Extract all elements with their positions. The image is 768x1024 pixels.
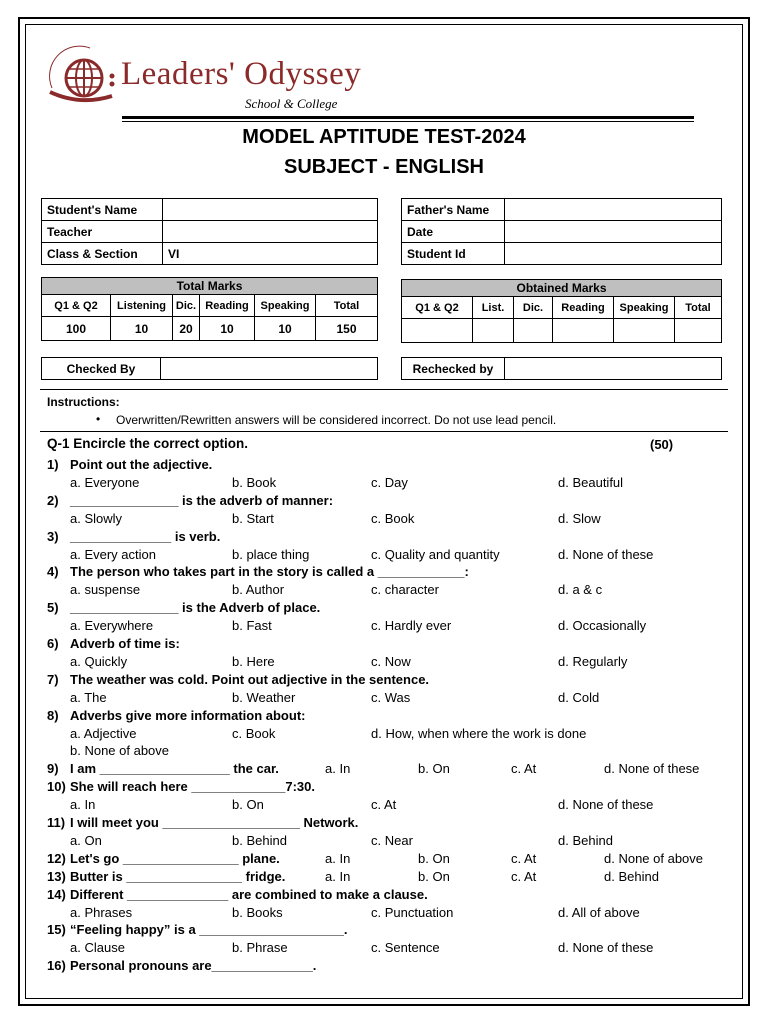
question-text: Personal pronouns are______________. [70,958,317,974]
question-number: 2) [47,492,59,508]
option: c. Was [371,689,411,705]
total-value: 10 [200,317,255,341]
option: c. Punctuation [371,904,454,920]
option: a. On [70,832,102,848]
option: b. Fast [232,618,272,634]
option: a. In [325,868,351,884]
student-info-table [41,198,378,265]
rechecked-by-label: Rechecked by [402,358,505,380]
teacher-label: Teacher [42,221,163,243]
option: c. At [511,850,537,866]
total-value: 150 [316,317,378,341]
question-number: 16) [47,958,66,974]
checked-by-field[interactable] [161,358,378,380]
option: b. Books [232,904,283,920]
obtained-header: Total [675,297,722,319]
option: d. Behind [604,868,659,884]
option: b. On [232,797,264,813]
obtained-field[interactable] [514,319,553,343]
question-text: She will reach here _____________7:30. [70,779,316,795]
father-name-label: Father's Name [402,199,505,221]
option: d. Occasionally [558,618,647,634]
option: c. Hardly ever [371,618,452,634]
father-name-field[interactable] [505,199,722,221]
question-number: 7) [47,671,59,687]
question-section-title: Q-1 Encircle the correct option. [47,436,249,451]
option: b. Book [232,474,277,490]
total-header: Reading [200,295,255,317]
obtained-marks-table [401,279,722,343]
question-text: _______________ is the Adverb of place. [70,600,321,616]
total-value: 20 [173,317,200,341]
option: a. Every action [70,546,156,562]
total-header: Dic. [173,295,200,317]
option: a. Everywhere [70,618,154,634]
obtained-header: Dic. [514,297,553,319]
option: d. How, when where the work is done [371,725,587,741]
option: a. suspense [70,582,141,598]
option: d. a & c [558,582,603,598]
option: c. Near [371,832,413,848]
obtained-field[interactable] [553,319,614,343]
instruction-item: Overwritten/Rewritten answers will be considered incorrect. Do not use lead pencil. [116,413,557,427]
option: d. None of these [604,761,700,777]
question-divider [40,431,728,432]
question-number: 9) [47,761,59,777]
teacher-field[interactable] [163,221,378,243]
question-number: 1) [47,457,59,472]
date-label: Date [402,221,505,243]
total-marks-table [41,277,378,341]
option: a. Quickly [70,653,128,669]
option: d. All of above [558,904,640,920]
option: a. In [70,797,96,813]
student-name-field[interactable] [163,199,378,221]
option: c. Book [371,510,415,526]
option: b. Weather [232,689,296,705]
obtained-header: List. [473,297,514,319]
option: b. On [418,868,450,884]
obtained-field[interactable] [402,319,473,343]
option: b. None of above [70,743,170,759]
obtained-header: Reading [553,297,614,319]
option: d. None of above [604,850,704,866]
option: d. None of these [558,797,654,813]
test-title: MODEL APTITUDE TEST-2024 [242,126,526,148]
question-number: 11) [47,815,66,830]
instructions-heading: Instructions: [47,395,120,409]
total-value: 100 [42,317,111,341]
option: a. The [70,689,107,705]
total-value: 10 [111,317,173,341]
class-section-label: Class & Section [42,243,163,265]
question-number: 6) [47,636,59,651]
school-name: Leaders' Odyssey [121,56,362,92]
rechecked-by-field[interactable] [505,358,722,380]
option: b. On [418,761,450,777]
student-name-label: Student's Name [42,199,163,221]
question-text: Butter is ________________ fridge. [70,868,286,884]
question-text: The weather was cold. Point out adjective in the sentence. [70,671,430,687]
date-field[interactable] [505,221,722,243]
question-number: 10) [47,779,66,795]
option: d. Beautiful [558,474,624,490]
checked-by-table [41,357,378,380]
question-number: 5) [47,600,59,616]
question-number: 14) [47,886,66,902]
total-header: Total [316,295,378,317]
header-rule [122,116,694,119]
instruction-bullet: • [96,412,101,426]
option: c. Quality and quantity [371,546,500,562]
option: b. place thing [232,546,310,562]
obtained-field[interactable] [473,319,514,343]
option: c. At [511,868,537,884]
question-text: _______________ is the adverb of manner: [70,492,334,508]
question-section-marks: (50) [650,437,674,452]
option: d. Cold [558,689,600,705]
total-header: Q1 & Q2 [42,295,111,317]
option: a. Slowly [70,510,123,526]
question-number: 8) [47,707,59,723]
student-id-field[interactable] [505,243,722,265]
option: c. Day [371,474,408,490]
option: a. Phrases [70,904,133,920]
school-subtitle: School & College [245,96,338,111]
option: a. Everyone [70,474,140,490]
question-number: 12) [47,850,66,866]
obtained-field[interactable] [614,319,675,343]
question-text: The person who takes part in the story is called a ____________: [70,564,469,580]
option: a. In [325,761,351,777]
option: b. Phrase [232,940,288,956]
question-text: Adverb of time is: [70,636,180,651]
student-id-label: Student Id [402,243,505,265]
obtained-header: Q1 & Q2 [402,297,473,319]
option: d. None of these [558,546,654,562]
question-text: I will meet you ___________________ Network. [70,815,359,830]
question-text: Let's go ________________ plane. [70,850,280,866]
total-header: Speaking [255,295,316,317]
option: d. Regularly [558,653,628,669]
option: d. Behind [558,832,613,848]
total-marks-title: Total Marks [42,278,378,295]
question-number: 4) [47,564,59,580]
option: b. Behind [232,832,287,848]
option: b. Start [232,510,274,526]
option: c. character [371,582,439,598]
option: c. Sentence [371,940,440,956]
checked-by-label: Checked By [42,358,161,380]
total-header: Listening [111,295,173,317]
question-text: ______________ is verb. [70,528,221,544]
total-value: 10 [255,317,316,341]
question-text: Different ______________ are combined to make a clause. [70,886,428,902]
option: a. In [325,850,351,866]
option: c. Book [232,725,276,741]
option: c. At [511,761,537,777]
option: b. Author [232,582,285,598]
question-text: Adverbs give more information about: [70,707,306,723]
class-section-field[interactable]: VI [163,243,378,265]
option: c. Now [371,653,411,669]
parent-info-table [401,198,722,265]
question-text: “Feeling happy” is a ____________________. [70,922,348,938]
school-logo-emblem [46,42,120,108]
option: d. None of these [558,940,654,956]
question-number: 3) [47,528,59,544]
option: b. On [418,850,450,866]
instructions-divider [40,389,728,390]
question-text: Point out the adjective. [70,457,213,472]
subject-title: SUBJECT - ENGLISH [283,156,485,178]
option: c. At [371,797,397,813]
header-rule-thin [122,121,694,122]
option: a. Clause [70,940,125,956]
rechecked-by-table [401,357,722,380]
option: b. Here [232,653,275,669]
option: d. Slow [558,510,601,526]
obtained-field[interactable] [675,319,722,343]
obtained-marks-title: Obtained Marks [402,280,722,297]
question-number: 13) [47,868,66,884]
question-text: I am __________________ the car. [70,761,279,777]
question-number: 15) [47,922,66,938]
option: a. Adjective [70,725,137,741]
obtained-header: Speaking [614,297,675,319]
